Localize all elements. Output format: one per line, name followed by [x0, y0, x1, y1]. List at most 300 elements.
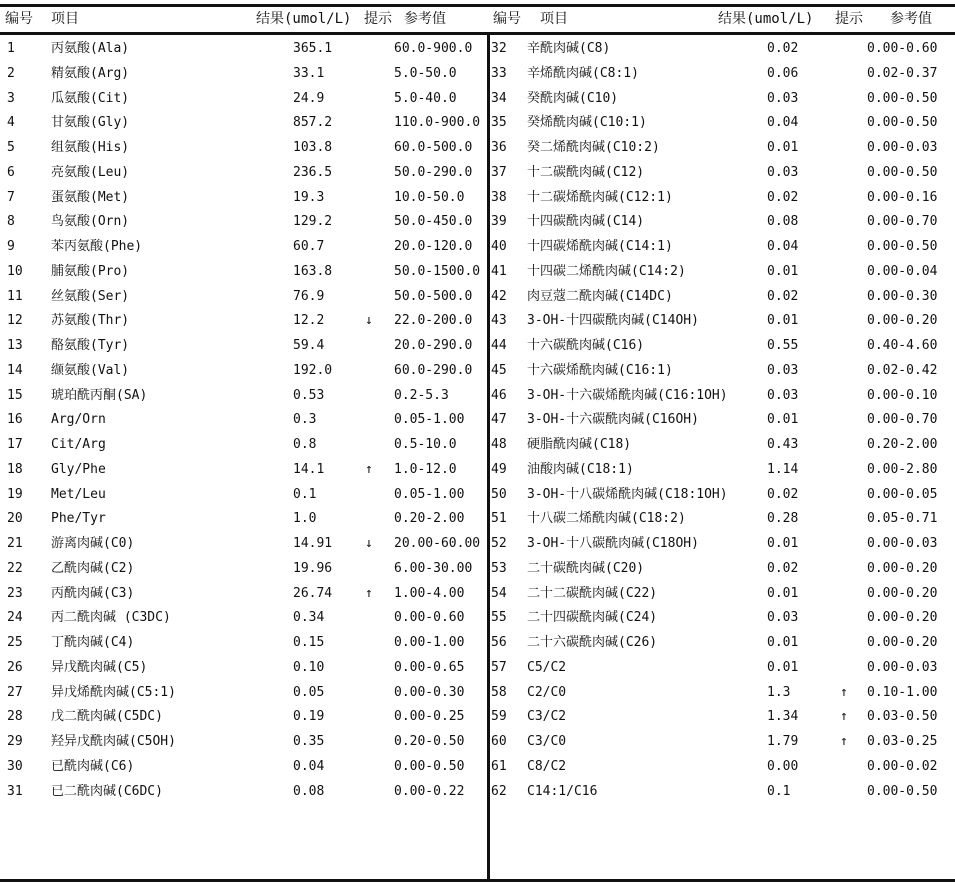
header-ref: 参考值: [890, 11, 932, 27]
row-number: 16: [7, 412, 23, 428]
header-flag: 提示: [835, 11, 863, 27]
row-result: 0.1: [293, 486, 317, 502]
row-ref: 0.00-0.60: [867, 41, 938, 56]
row-ref: 0.00-0.50: [867, 164, 938, 180]
table-row: [0, 111, 955, 136]
row-result: 0.3: [293, 412, 317, 428]
row-ref: 0.20-2.00: [394, 511, 465, 527]
row-ref: 6.00-30.00: [394, 560, 473, 576]
header-ref: 参考值: [404, 11, 446, 27]
row-number: 37: [491, 164, 507, 180]
row-ref: 0.00-0.03: [867, 536, 938, 551]
row-ref: 0.20-2.00: [867, 437, 938, 452]
row-number: 24: [7, 610, 23, 626]
row-ref: 0.00-0.50: [394, 758, 465, 774]
row-number: 28: [7, 709, 23, 725]
row-result: 0.01: [767, 536, 799, 551]
row-number: 54: [491, 585, 507, 601]
table-row: [0, 62, 955, 87]
row-number: 45: [491, 362, 507, 378]
row-item: Gly/Phe: [51, 461, 106, 477]
header-no: 编号: [493, 11, 521, 27]
row-number: 32: [491, 41, 507, 56]
row-ref: 0.00-0.10: [867, 387, 938, 403]
table-header: [0, 8, 955, 30]
row-result: 1.79: [767, 734, 799, 749]
row-item: 游离肉碱(C0): [51, 536, 135, 551]
row-number: 12: [7, 313, 23, 329]
row-item: 十四碳二烯酰肉碱(C14:2): [527, 263, 686, 279]
row-item: 癸烯酰肉碱(C10:1): [527, 115, 647, 131]
table-row: [0, 532, 955, 557]
row-item: 3-OH-十八碳酰肉碱(C18OH): [527, 536, 699, 551]
row-number: 51: [491, 511, 507, 527]
row-number: 52: [491, 536, 507, 551]
header-result: 结果(umol/L): [256, 11, 352, 27]
row-number: 39: [491, 214, 507, 230]
row-number: 7: [7, 189, 15, 205]
row-item: 已二酰肉碱(C6DC): [51, 783, 163, 799]
row-item: 辛烯酰肉碱(C8:1): [527, 65, 639, 81]
row-result: 0.02: [767, 189, 799, 205]
row-item: C5/C2: [527, 659, 567, 675]
row-number: 15: [7, 387, 23, 403]
row-item: 亮氨酸(Leu): [51, 164, 130, 180]
row-number: 40: [491, 239, 507, 254]
table-row: [0, 631, 955, 656]
row-number: 22: [7, 560, 23, 576]
row-item: 缬氨酸(Val): [51, 362, 130, 378]
row-ref: 0.03-0.50: [867, 709, 938, 725]
row-number: 9: [7, 239, 15, 254]
table-row: [0, 260, 955, 285]
row-result: 0.01: [767, 313, 799, 329]
row-ref: 0.00-0.25: [394, 709, 465, 725]
row-number: 13: [7, 338, 23, 353]
table-row: [0, 780, 955, 805]
table-row: [0, 285, 955, 310]
row-number: 30: [7, 758, 23, 774]
table-row: [0, 359, 955, 384]
row-result: 26.74: [293, 585, 333, 601]
row-number: 3: [7, 90, 15, 106]
row-result: 12.2: [293, 313, 325, 329]
row-result: 59.4: [293, 338, 325, 353]
row-item: C2/C0: [527, 684, 567, 700]
row-ref: 0.00-0.20: [867, 560, 938, 576]
row-number: 58: [491, 684, 507, 700]
row-result: 0.05: [293, 684, 325, 700]
row-result: 1.0: [293, 511, 317, 527]
row-result: 19.96: [293, 560, 333, 576]
row-ref: 0.00-0.02: [867, 758, 938, 774]
row-ref: 0.40-4.60: [867, 338, 938, 353]
row-number: 59: [491, 709, 507, 725]
table-row: [0, 755, 955, 780]
row-item: 十二碳酰肉碱(C12): [527, 164, 645, 180]
row-item: 甘氨酸(Gly): [51, 115, 130, 131]
top-border: [0, 4, 955, 7]
row-result: 0.08: [767, 214, 799, 230]
row-result: 1.3: [767, 684, 791, 700]
row-flag: ↑: [840, 709, 848, 725]
row-result: 0.53: [293, 387, 325, 403]
row-item: 十六碳酰肉碱(C16): [527, 338, 645, 353]
row-ref: 0.00-0.20: [867, 585, 938, 601]
row-item: 异戊酰肉碱(C5): [51, 659, 148, 675]
row-item: 癸二烯酰肉碱(C10:2): [527, 140, 660, 155]
row-result: 0.04: [767, 239, 799, 254]
row-item: C3/C2: [527, 709, 567, 725]
row-ref: 5.0-40.0: [394, 90, 457, 106]
row-number: 38: [491, 189, 507, 205]
table-row: [0, 458, 955, 483]
table-row: [0, 309, 955, 334]
row-item: 癸酰肉碱(C10): [527, 90, 619, 106]
row-ref: 0.00-0.65: [394, 659, 465, 675]
row-item: 已酰肉碱(C6): [51, 758, 135, 774]
row-ref: 0.5-10.0: [394, 437, 457, 452]
row-flag: ↑: [840, 734, 848, 749]
table-row: [0, 87, 955, 112]
row-ref: 0.00-0.04: [867, 263, 938, 279]
row-ref: 50.0-1500.0: [394, 263, 481, 279]
row-result: 60.7: [293, 239, 325, 254]
row-item: C14:1/C16: [527, 783, 598, 799]
row-result: 0.02: [767, 486, 799, 502]
row-ref: 0.00-2.80: [867, 461, 938, 477]
row-result: 0.01: [767, 585, 799, 601]
row-ref: 50.0-290.0: [394, 164, 473, 180]
header-divider: [0, 32, 955, 35]
table-row: [0, 730, 955, 755]
row-item: 3-OH-十四碳酰肉碱(C14OH): [527, 313, 699, 329]
row-number: 47: [491, 412, 507, 428]
row-result: 0.02: [767, 41, 799, 56]
row-result: 0.03: [767, 90, 799, 106]
table-row: [0, 606, 955, 631]
row-ref: 0.00-0.03: [867, 659, 938, 675]
row-result: 0.02: [767, 560, 799, 576]
row-number: 19: [7, 486, 23, 502]
row-item: 二十四碳酰肉碱(C24): [527, 610, 658, 626]
row-result: 0.01: [767, 263, 799, 279]
row-ref: 60.0-500.0: [394, 140, 473, 155]
row-number: 44: [491, 338, 507, 353]
row-ref: 0.00-0.30: [867, 288, 938, 304]
row-item: 十二碳烯酰肉碱(C12:1): [527, 189, 673, 205]
row-result: 14.1: [293, 461, 325, 477]
row-item: Met/Leu: [51, 486, 106, 502]
table-row: [0, 582, 955, 607]
row-result: 0.08: [293, 783, 325, 799]
row-result: 0.34: [293, 610, 325, 626]
row-number: 48: [491, 437, 507, 452]
row-ref: 20.0-290.0: [394, 338, 473, 353]
row-number: 2: [7, 65, 15, 81]
row-result: 0.01: [767, 635, 799, 650]
row-item: 组氨酸(His): [51, 140, 130, 155]
table-row: [0, 384, 955, 409]
row-number: 50: [491, 486, 507, 502]
row-number: 49: [491, 461, 507, 477]
row-result: 0.19: [293, 709, 325, 725]
row-item: 二十碳酰肉碱(C20): [527, 560, 645, 576]
row-flag: ↓: [365, 313, 373, 329]
row-item: 十四碳酰肉碱(C14): [527, 214, 645, 230]
table-row: [0, 656, 955, 681]
header-result: 结果(umol/L): [718, 11, 814, 27]
row-result: 103.8: [293, 140, 333, 155]
row-ref: 60.0-290.0: [394, 362, 473, 378]
row-result: 0.8: [293, 437, 317, 452]
row-ref: 0.00-0.50: [867, 90, 938, 106]
row-result: 33.1: [293, 65, 325, 81]
row-result: 0.43: [767, 437, 799, 452]
row-result: 24.9: [293, 90, 325, 106]
row-item: 二十二碳酰肉碱(C22): [527, 585, 658, 601]
header-item: 项目: [51, 11, 79, 27]
row-result: 0.01: [767, 412, 799, 428]
row-ref: 0.00-0.50: [867, 239, 938, 254]
row-number: 23: [7, 585, 23, 601]
header-item: 项目: [540, 11, 568, 27]
row-result: 0.10: [293, 659, 325, 675]
row-ref: 50.0-500.0: [394, 288, 473, 304]
row-ref: 0.2-5.3: [394, 387, 449, 403]
row-item: 酪氨酸(Tyr): [51, 338, 130, 353]
row-item: 异戊烯酰肉碱(C5:1): [51, 684, 176, 700]
row-item: C8/C2: [527, 758, 567, 774]
row-number: 55: [491, 610, 507, 626]
row-number: 43: [491, 313, 507, 329]
row-result: 0.01: [767, 140, 799, 155]
table-row: [0, 161, 955, 186]
row-result: 14.91: [293, 536, 333, 551]
row-result: 0.55: [767, 338, 799, 353]
row-number: 17: [7, 437, 23, 452]
row-item: 3-OH-十六碳酰肉碱(C16OH): [527, 412, 699, 428]
row-item: 油酸肉碱(C18:1): [527, 461, 634, 477]
row-result: 0.06: [767, 65, 799, 81]
row-number: 25: [7, 635, 23, 650]
row-result: 0.02: [767, 288, 799, 304]
row-ref: 0.00-0.50: [867, 115, 938, 131]
row-result: 163.8: [293, 263, 333, 279]
row-ref: 0.02-0.37: [867, 65, 938, 81]
row-ref: 0.00-0.20: [867, 610, 938, 626]
row-number: 42: [491, 288, 507, 304]
row-number: 21: [7, 536, 23, 551]
row-ref: 60.0-900.0: [394, 41, 473, 56]
row-item: 羟异戊酰肉碱(C5OH): [51, 734, 176, 749]
row-result: 0.03: [767, 362, 799, 378]
row-ref: 0.00-0.16: [867, 189, 938, 205]
row-result: 1.14: [767, 461, 799, 477]
row-number: 41: [491, 263, 507, 279]
row-ref: 110.0-900.0: [394, 115, 481, 131]
row-number: 5: [7, 140, 15, 155]
row-number: 35: [491, 115, 507, 131]
row-number: 18: [7, 461, 23, 477]
row-ref: 0.00-0.70: [867, 412, 938, 428]
row-item: Arg/Orn: [51, 412, 106, 428]
row-item: 精氨酸(Arg): [51, 65, 130, 81]
row-item: 辛酰肉碱(C8): [527, 41, 611, 56]
row-number: 60: [491, 734, 507, 749]
bottom-border: [0, 879, 955, 882]
row-item: 乙酰肉碱(C2): [51, 560, 135, 576]
table-row: [0, 408, 955, 433]
row-item: 蛋氨酸(Met): [51, 189, 130, 205]
row-number: 56: [491, 635, 507, 650]
row-number: 62: [491, 783, 507, 799]
row-result: 0.15: [293, 635, 325, 650]
row-ref: 0.00-0.50: [867, 783, 938, 799]
row-item: 丝氨酸(Ser): [51, 288, 130, 304]
row-number: 53: [491, 560, 507, 576]
row-number: 46: [491, 387, 507, 403]
row-ref: 0.03-0.25: [867, 734, 938, 749]
row-number: 29: [7, 734, 23, 749]
row-result: 1.34: [767, 709, 799, 725]
row-number: 1: [7, 41, 15, 56]
table-row: [0, 433, 955, 458]
row-ref: 0.00-0.22: [394, 783, 465, 799]
table-row: [0, 705, 955, 730]
row-ref: 0.00-0.60: [394, 610, 465, 626]
row-ref: 0.05-0.71: [867, 511, 938, 527]
row-ref: 0.00-0.03: [867, 140, 938, 155]
row-item: 苯丙氨酸(Phe): [51, 239, 143, 254]
row-result: 0.28: [767, 511, 799, 527]
row-number: 57: [491, 659, 507, 675]
row-number: 11: [7, 288, 23, 304]
row-result: 365.1: [293, 41, 333, 56]
row-number: 34: [491, 90, 507, 106]
row-item: 瓜氨酸(Cit): [51, 90, 130, 106]
row-result: 0.00: [767, 758, 799, 774]
row-ref: 1.00-4.00: [394, 585, 465, 601]
row-item: 脯氨酸(Pro): [51, 263, 130, 279]
row-result: 0.1: [767, 783, 791, 799]
row-result: 0.04: [767, 115, 799, 131]
row-result: 857.2: [293, 115, 333, 131]
row-result: 129.2: [293, 214, 333, 230]
header-no: 编号: [5, 11, 33, 27]
row-number: 10: [7, 263, 23, 279]
row-ref: 10.0-50.0: [394, 189, 465, 205]
row-number: 61: [491, 758, 507, 774]
table-row: [0, 186, 955, 211]
row-ref: 0.20-0.50: [394, 734, 465, 749]
row-item: 丙氨酸(Ala): [51, 41, 130, 56]
row-item: 鸟氨酸(Orn): [51, 214, 130, 230]
row-item: 硬脂酰肉碱(C18): [527, 437, 632, 452]
row-ref: 20.0-120.0: [394, 239, 473, 254]
row-item: 丁酰肉碱(C4): [51, 635, 135, 650]
row-ref: 0.10-1.00: [867, 684, 938, 700]
row-result: 0.03: [767, 387, 799, 403]
row-item: 丙二酰肉碱 (C3DC): [51, 610, 171, 626]
table-row: [0, 136, 955, 161]
row-flag: ↓: [365, 536, 373, 551]
row-item: C3/C0: [527, 734, 567, 749]
row-item: Cit/Arg: [51, 437, 106, 452]
row-item: 3-OH-十八碳烯酰肉碱(C18:1OH): [527, 486, 728, 502]
table-row: [0, 334, 955, 359]
row-ref: 0.00-0.05: [867, 486, 938, 502]
table-row: [0, 483, 955, 508]
row-item: 3-OH-十六碳烯酰肉碱(C16:1OH): [527, 387, 728, 403]
row-result: 0.03: [767, 610, 799, 626]
row-number: 26: [7, 659, 23, 675]
row-item: Phe/Tyr: [51, 511, 106, 527]
row-result: 0.03: [767, 164, 799, 180]
row-ref: 0.00-0.30: [394, 684, 465, 700]
row-number: 8: [7, 214, 15, 230]
row-result: 0.04: [293, 758, 325, 774]
row-number: 31: [7, 783, 23, 799]
row-number: 27: [7, 684, 23, 700]
row-number: 14: [7, 362, 23, 378]
row-flag: ↑: [365, 461, 373, 477]
row-result: 0.01: [767, 659, 799, 675]
row-flag: ↑: [840, 684, 848, 700]
row-number: 4: [7, 115, 15, 131]
table-row: [0, 557, 955, 582]
row-ref: 22.0-200.0: [394, 313, 473, 329]
row-ref: 20.00-60.00: [394, 536, 481, 551]
row-ref: 0.05-1.00: [394, 486, 465, 502]
row-item: 苏氨酸(Thr): [51, 313, 130, 329]
row-item: 丙酰肉碱(C3): [51, 585, 135, 601]
row-ref: 0.00-0.70: [867, 214, 938, 230]
row-ref: 5.0-50.0: [394, 65, 457, 81]
row-result: 19.3: [293, 189, 325, 205]
row-flag: ↑: [365, 585, 373, 601]
row-item: 十八碳二烯酰肉碱(C18:2): [527, 511, 686, 527]
row-item: 二十六碳酰肉碱(C26): [527, 635, 658, 650]
row-result: 192.0: [293, 362, 333, 378]
table-row: [0, 507, 955, 532]
row-result: 76.9: [293, 288, 325, 304]
row-ref: 1.0-12.0: [394, 461, 457, 477]
row-number: 33: [491, 65, 507, 81]
row-ref: 0.00-0.20: [867, 313, 938, 329]
table-row: [0, 681, 955, 706]
row-item: 肉豆蔻二酰肉碱(C14DC): [527, 288, 673, 304]
row-item: 十六碳烯酰肉碱(C16:1): [527, 362, 673, 378]
table-row: [0, 235, 955, 260]
table-row: [0, 210, 955, 235]
row-item: 十四碳烯酰肉碱(C14:1): [527, 239, 673, 254]
row-item: 琥珀酰丙酮(SA): [51, 387, 148, 403]
row-ref: 0.00-1.00: [394, 635, 465, 650]
row-ref: 0.00-0.20: [867, 635, 938, 650]
row-result: 0.35: [293, 734, 325, 749]
row-ref: 50.0-450.0: [394, 214, 473, 230]
row-number: 6: [7, 164, 15, 180]
row-item: 戊二酰肉碱(C5DC): [51, 709, 163, 725]
row-number: 36: [491, 140, 507, 155]
header-flag: 提示: [364, 11, 392, 27]
table-row: [0, 37, 955, 62]
row-ref: 0.05-1.00: [394, 412, 465, 428]
row-number: 20: [7, 511, 23, 527]
row-result: 236.5: [293, 164, 333, 180]
row-ref: 0.02-0.42: [867, 362, 938, 378]
